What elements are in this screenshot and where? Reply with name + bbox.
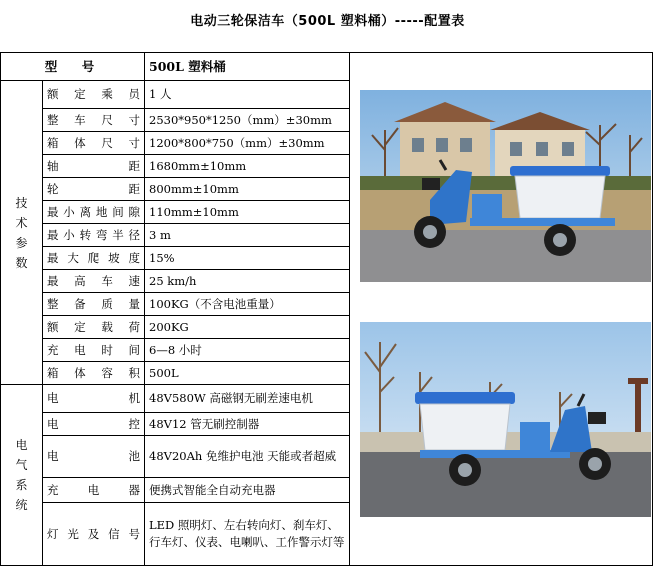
- row-label: 最大爬坡度: [43, 247, 145, 270]
- row-value: 110mm±10mm: [145, 201, 350, 224]
- page-title: 电动三轮保洁车（500L 塑料桶）-----配置表: [190, 14, 465, 29]
- row-label: 最小离地间隙: [43, 201, 145, 224]
- row-value: 便携式智能全自动充电器: [145, 478, 350, 503]
- row-label: 充电器: [43, 478, 145, 503]
- model-label: 型 号: [1, 53, 145, 81]
- row-label: 箱体容积: [43, 362, 145, 385]
- row-label: 整车尺寸: [43, 109, 145, 132]
- row-label: 电 控: [43, 413, 145, 436]
- row-label: 最小转弯半径: [43, 224, 145, 247]
- row-value: 1 人: [145, 81, 350, 109]
- row-value: 200KG: [145, 316, 350, 339]
- row-label: 电 池: [43, 436, 145, 478]
- row-value: 3 m: [145, 224, 350, 247]
- row-label: 最高车速: [43, 270, 145, 293]
- row-label: 电 机: [43, 385, 145, 413]
- row-value: 6—8 小时: [145, 339, 350, 362]
- row-value: 500L: [145, 362, 350, 385]
- table-row-model: [1, 53, 653, 81]
- row-value: 48V20Ah 免维护电池 天能或者超威: [145, 436, 350, 478]
- row-value: 1680mm±10mm: [145, 155, 350, 178]
- row-value: 15%: [145, 247, 350, 270]
- row-label: 轴 距: [43, 155, 145, 178]
- row-value: 48V12 管无刷控制器: [145, 413, 350, 436]
- row-value: 48V580W 高磁钢无刷差速电机: [145, 385, 350, 413]
- row-label: 箱体尺寸: [43, 132, 145, 155]
- model-value: 500L 塑料桶: [145, 53, 350, 81]
- row-label: 额定乘员: [43, 81, 145, 109]
- row-label: 额定载荷: [43, 316, 145, 339]
- row-value: LED 照明灯、左右转向灯、刹车灯、行车灯、仪表、电喇叭、工作警示灯等: [145, 503, 350, 566]
- row-value: 2530*950*1250（mm）±30mm: [145, 109, 350, 132]
- group-label-text: 电气系统: [15, 438, 28, 512]
- row-value: 1200*800*750（mm）±30mm: [145, 132, 350, 155]
- group-label-technical: [1, 81, 43, 385]
- group-label-text: 技术参数: [15, 195, 28, 270]
- row-label: 整备质量: [43, 293, 145, 316]
- group-label-electrical: [1, 385, 43, 566]
- row-label: 灯光及信号: [43, 503, 145, 566]
- row-label: 充电时间: [43, 339, 145, 362]
- tricycle-photo-rear: [360, 322, 651, 517]
- row-label: 轮 距: [43, 178, 145, 201]
- tricycle-photo-front: [360, 90, 651, 282]
- row-value: 25 km/h: [145, 270, 350, 293]
- spec-table: [0, 52, 653, 566]
- row-value: 100KG（不含电池重量）: [145, 293, 350, 316]
- row-value: 800mm±10mm: [145, 178, 350, 201]
- photo-cell: [350, 53, 653, 566]
